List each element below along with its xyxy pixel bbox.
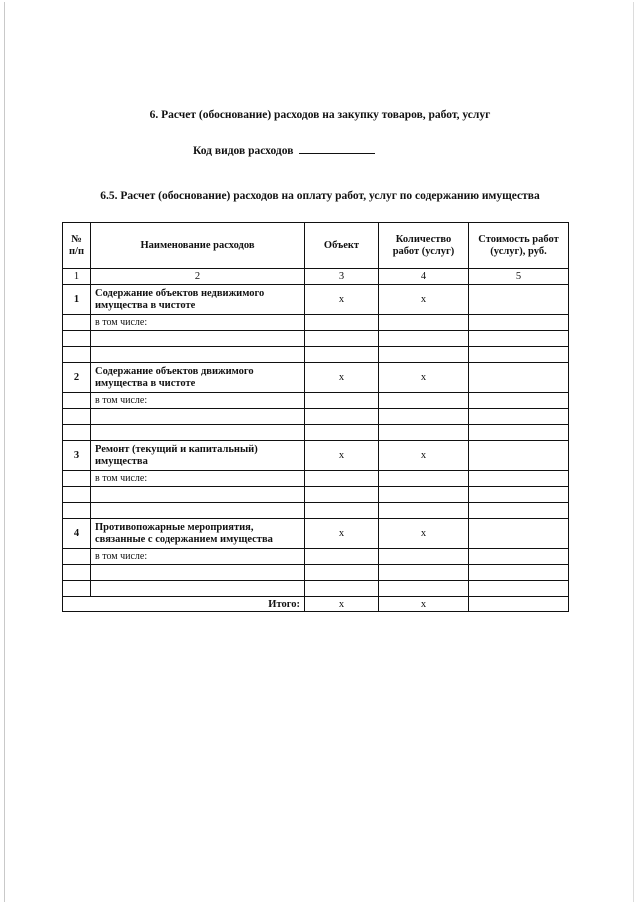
empty-cell[interactable] [91,581,305,597]
empty-cell[interactable] [469,315,569,331]
column-number-row [63,269,569,285]
empty-cell[interactable] [379,409,469,425]
empty-cell[interactable] [91,409,305,425]
row-number: 2 [63,363,91,393]
empty-cell[interactable] [379,393,469,409]
header-quantity: Количество работ (услуг) [379,223,469,269]
empty-cell[interactable] [379,425,469,441]
header-name: Наименование расходов [91,223,305,269]
empty-cell [63,581,91,597]
table-blank-row [63,503,569,519]
empty-cell [63,549,91,565]
table-row [63,285,569,315]
row-quantity: x [379,519,469,549]
table-blank-row [63,409,569,425]
expenses-table [62,222,569,612]
empty-cell[interactable] [379,565,469,581]
row-cost-cell[interactable] [469,285,569,315]
row-name: Противопожарные мероприятия, связанные с содержанием имущества [91,519,305,549]
empty-cell[interactable] [469,331,569,347]
empty-cell[interactable] [379,331,469,347]
total-object: x [305,597,379,612]
row-number: 1 [63,285,91,315]
table-row [63,441,569,471]
empty-cell[interactable] [379,487,469,503]
empty-cell[interactable] [379,471,469,487]
empty-cell[interactable] [379,315,469,331]
table-blank-row [63,581,569,597]
table-blank-row [63,425,569,441]
empty-cell[interactable] [469,347,569,363]
column-number: 1 [63,269,91,285]
empty-cell[interactable] [469,565,569,581]
empty-cell [63,409,91,425]
row-object: x [305,285,379,315]
column-number: 2 [91,269,305,285]
empty-cell[interactable] [469,471,569,487]
empty-cell[interactable] [91,331,305,347]
empty-cell[interactable] [305,487,379,503]
subsection-title: 6.5. Расчет (обоснование) расходов на оплату работ, услуг по содержанию имущества [100,190,540,202]
table-subrow [63,315,569,331]
table-subrow [63,471,569,487]
empty-cell[interactable] [305,331,379,347]
expense-code-line [193,142,375,157]
total-quantity: x [379,597,469,612]
empty-cell[interactable] [305,393,379,409]
row-cost-cell[interactable] [469,519,569,549]
empty-cell[interactable] [469,503,569,519]
table-subrow [63,393,569,409]
empty-cell [63,503,91,519]
total-label: Итого: [63,597,305,612]
sub-label: в том числе: [91,315,305,331]
empty-cell [63,425,91,441]
header-num: № п/п [63,223,91,269]
column-number: 5 [469,269,569,285]
empty-cell[interactable] [305,315,379,331]
empty-cell[interactable] [91,347,305,363]
empty-cell [63,393,91,409]
empty-cell [63,331,91,347]
empty-cell[interactable] [305,549,379,565]
column-number: 4 [379,269,469,285]
empty-cell[interactable] [379,549,469,565]
empty-cell[interactable] [305,503,379,519]
table-blank-row [63,565,569,581]
empty-cell[interactable] [305,565,379,581]
empty-cell[interactable] [379,347,469,363]
row-name: Содержание объектов движимого имущества в чистоте [91,363,305,393]
empty-cell[interactable] [91,503,305,519]
expense-code-blank[interactable] [299,142,375,154]
table-row [63,363,569,393]
total-row [63,597,569,612]
section-title: 6. Расчет (обоснование) расходов на закупку товаров, работ, услуг [149,109,491,121]
empty-cell [63,347,91,363]
expense-code-label: Код видов расходов [193,145,294,157]
empty-cell[interactable] [469,393,569,409]
empty-cell[interactable] [305,471,379,487]
table-row [63,519,569,549]
empty-cell[interactable] [469,425,569,441]
empty-cell [63,487,91,503]
table-subrow [63,549,569,565]
empty-cell [63,471,91,487]
empty-cell[interactable] [91,565,305,581]
empty-cell [63,565,91,581]
sub-label: в том числе: [91,393,305,409]
empty-cell[interactable] [469,409,569,425]
table-blank-row [63,331,569,347]
row-cost-cell[interactable] [469,441,569,471]
empty-cell[interactable] [379,581,469,597]
row-quantity: x [379,441,469,471]
row-number: 4 [63,519,91,549]
row-quantity: x [379,363,469,393]
empty-cell [63,315,91,331]
empty-cell[interactable] [305,581,379,597]
row-number: 3 [63,441,91,471]
total-cost-cell[interactable] [469,597,569,612]
header-object: Объект [305,223,379,269]
column-number: 3 [305,269,379,285]
row-name: Содержание объектов недвижимого имущества в чистоте [91,285,305,315]
empty-cell[interactable] [91,487,305,503]
row-object: x [305,519,379,549]
table-blank-row [63,347,569,363]
empty-cell[interactable] [379,503,469,519]
header-cost: Стоимость работ (услуг), руб. [469,223,569,269]
row-object: x [305,363,379,393]
empty-cell[interactable] [305,409,379,425]
empty-cell[interactable] [469,549,569,565]
table-blank-row [63,487,569,503]
row-quantity: x [379,285,469,315]
row-name: Ремонт (текущий и капитальный) имущества [91,441,305,471]
empty-cell[interactable] [305,425,379,441]
empty-cell[interactable] [469,487,569,503]
sub-label: в том числе: [91,549,305,565]
empty-cell[interactable] [91,425,305,441]
row-cost-cell[interactable] [469,363,569,393]
row-object: x [305,441,379,471]
table-header-row [63,223,569,269]
sub-label: в том числе: [91,471,305,487]
empty-cell[interactable] [469,581,569,597]
empty-cell[interactable] [305,347,379,363]
